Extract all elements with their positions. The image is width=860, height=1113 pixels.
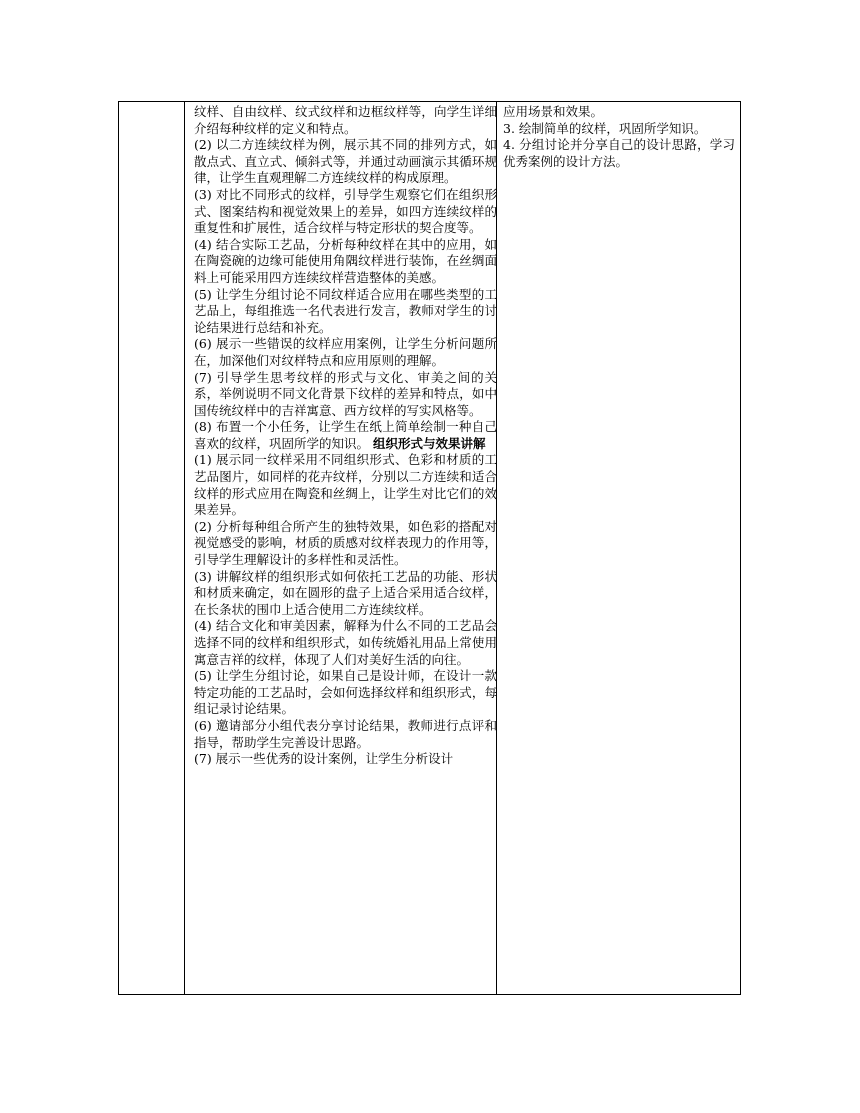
paragraph [194,569,497,619]
student-activity-cell [503,104,735,170]
paragraph-text: (7) 引导学生思考纹样的形式与文化、审美之间的关系，举例说明不同文化背景下纹样的差异和特点，如中国传统纹样中的吉祥寓意、西方纹样的写实风格等。 [194,369,497,418]
paragraph [194,237,497,287]
paragraph-text: (2) 以二方连续纹样为例，展示其不同的排列方式，如散点式、直立式、倾斜式等，并通过动画演示其循环规律，让学生直观理解二方连续纹样的构成原理。 [194,137,497,186]
paragraph-text: (4) 结合实际工艺品，分析每种纹样在其中的应用，如在陶瓷碗的边缘可能使用角隅纹样进行装饰，在丝绸面料上可能采用四方连续纹样营造整体的美感。 [194,236,497,285]
paragraph [194,452,497,518]
paragraph-text: (2) 分析每种组合所产生的独特效果，如色彩的搭配对视觉感受的影响，材质的质感对纹样表现力的作用等，引导学生理解设计的多样性和灵活性。 [194,518,497,568]
paragraph-text: (6) 展示一些错误的纹样应用案例，让学生分析问题所在，加深他们对纹样特点和应用原则的理解。 [194,336,497,368]
activity-item [503,121,735,138]
paragraph [194,336,497,369]
paragraph-text: (4) 结合文化和审美因素，解释为什么不同的工艺品会选择不同的纹样和组织形式，如传统婚礼用品上常使用寓意吉祥的纹样，体现了人们对美好生活的向往。 [194,618,497,667]
paragraph [194,287,497,337]
paragraph-text: (8) 布置一个小任务，让学生在纸上简单绘制一种自己喜欢的纹样，巩固所学的知识。 [194,419,497,451]
paragraph [194,370,497,420]
column-divider-left [184,102,185,994]
lesson-plan-table [118,101,741,995]
paragraph-text: 纹样、自由纹样、纹式纹样和边框纹样等，向学生详细介绍每种纹样的定义和特点。 [194,104,497,136]
paragraph [194,618,497,668]
paragraph [194,718,497,751]
paragraph [194,419,497,452]
paragraph [194,751,497,768]
paragraph-text: (7) 展示一些优秀的设计案例，让学生分析设计 [194,751,454,767]
paragraph [194,668,497,718]
paragraph [194,187,497,237]
activity-item [503,137,735,170]
paragraph [194,104,497,137]
paragraph-text: (1) 展示同一纹样采用不同组织形式、色彩和材质的工艺品图片，如同样的花卉纹样，分别以二方连续和适合纹样的形式应用在陶瓷和丝绸上，让学生对比它们的效果差异。 [194,452,497,518]
paragraph-text: (6) 邀请部分小组代表分享讨论结果，教师进行点评和指导，帮助学生完善设计思路。 [194,717,497,750]
activity-item-text: 4. 分组讨论并分享自己的设计思路，学习优秀案例的设计方法。 [503,137,735,169]
paragraph-text: (5) 让学生分组讨论，如果自己是设计师，在设计一款特定功能的工艺品时，会如何选择纹样和组织形式，每组记录讨论结果。 [194,668,497,717]
paragraph [194,137,497,187]
teaching-process-cell [194,104,497,768]
paragraph-text: (3) 对比不同形式的纹样，引导学生观察它们在组织形式、图案结构和视觉效果上的差异，如四方连续纹样的重复性和扩展性，适合纹样与特定形状的契合度等。 [194,186,497,236]
activity-item-text: 应用场景和效果。 [503,104,604,119]
activity-item-text: 3. 绘制简单的纹样，巩固所学知识。 [503,120,707,136]
section-heading: 组织形式与效果讲解 [373,435,486,451]
paragraph-text: (3) 讲解纹样的组织形式如何依托工艺品的功能、形状和材质来确定，如在圆形的盘子上适合采用适合纹样，在长条状的围巾上适合使用二方连续纹样。 [194,568,497,617]
activity-item [503,104,735,121]
paragraph [194,519,497,569]
paragraph-text: (5) 让学生分组讨论不同纹样适合应用在哪些类型的工艺品上，每组推选一名代表进行发言，教师对学生的讨论结果进行总结和补充。 [194,286,497,335]
